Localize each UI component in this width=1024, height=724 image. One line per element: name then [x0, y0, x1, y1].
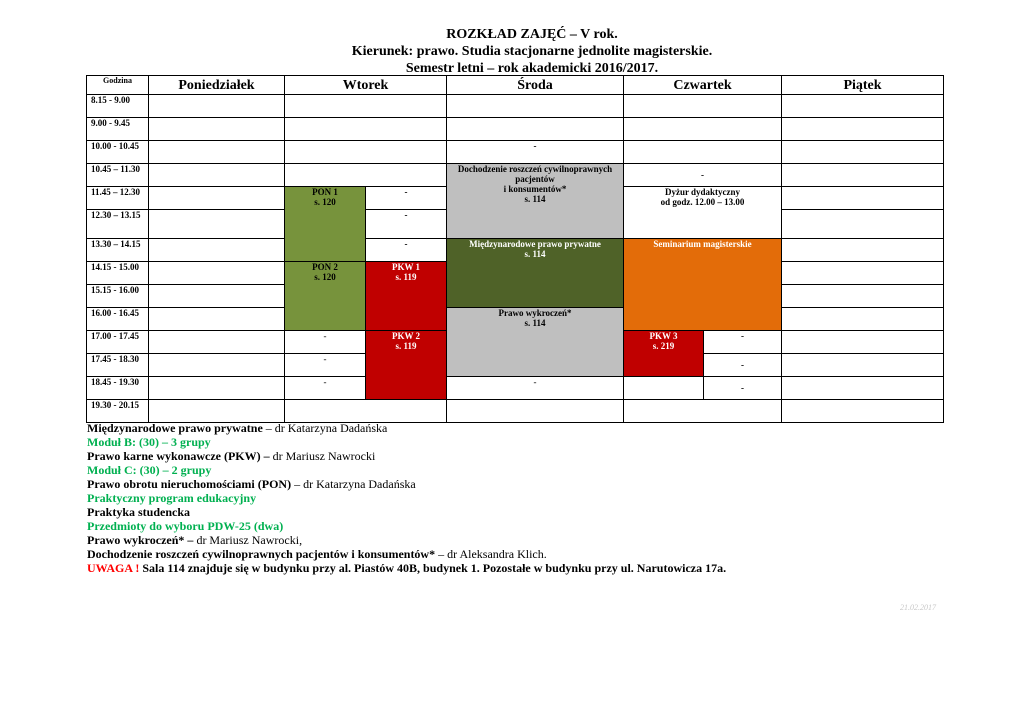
- dyzur-cell: Dyżur dydaktyczny od godz. 12.00 – 13.00: [624, 187, 782, 239]
- title-line-2: Kierunek: prawo. Studia stacjonarne jednolite magisterskie.: [351, 44, 713, 59]
- legend-line: Prawo wykroczeń* – dr Mariusz Nawrocki,: [87, 533, 303, 547]
- table-row: [87, 400, 944, 423]
- course-pon-2: PON 2 s. 120: [285, 262, 366, 331]
- dash-cell: -: [704, 354, 782, 377]
- table-row: [87, 377, 944, 400]
- time-cell: 18.45 - 19.30: [87, 377, 149, 400]
- time-cell: 17.00 - 17.45: [87, 331, 149, 354]
- document-date: 21.02.2017: [900, 603, 936, 612]
- dash-cell: -: [285, 331, 366, 354]
- dash-cell: -: [704, 331, 782, 354]
- legend: [87, 421, 726, 575]
- table-row: [87, 118, 944, 141]
- legend-line: Międzynarodowe prawo prywatne – dr Katarzyna Dadańska: [87, 421, 388, 435]
- course-dochodzenie: Dochodzenie roszczeń cywilnoprawnych pacjentów i konsumentów* s. 114: [447, 164, 624, 239]
- dash-cell: -: [704, 377, 782, 400]
- dash-cell: -: [366, 210, 447, 239]
- course-mpp: Międzynarodowe prawo prywatne s. 114: [447, 239, 624, 308]
- legend-line: Prawo obrotu nieruchomościami (PON) – dr Katarzyna Dadańska: [87, 477, 416, 491]
- table-row: [87, 308, 944, 331]
- time-cell: 11.45 – 12.30: [87, 187, 149, 210]
- time-cell: 17.45 - 18.30: [87, 354, 149, 377]
- course-pkw-2: PKW 2 s. 119: [366, 331, 447, 400]
- schedule-table: [86, 75, 944, 423]
- table-row: [87, 95, 944, 118]
- time-cell: 12.30 – 13.15: [87, 210, 149, 239]
- time-cell: 10.45 – 11.30: [87, 164, 149, 187]
- table-row: [87, 141, 944, 164]
- time-cell: 19.30 - 20.15: [87, 400, 149, 423]
- time-cell: 16.00 - 16.45: [87, 308, 149, 331]
- course-pkw-1: PKW 1 s. 119: [366, 262, 447, 331]
- dash-cell: -: [366, 239, 447, 262]
- course-pkw-3: PKW 3 s. 219: [624, 331, 704, 377]
- course-prawo-wykroczen: Prawo wykroczeń* s. 114: [447, 308, 624, 377]
- time-cell: 15.15 - 16.00: [87, 285, 149, 308]
- header-friday: Piątek: [782, 76, 944, 95]
- legend-line: Moduł C: (30) – 2 grupy: [87, 463, 212, 477]
- dash-cell: -: [366, 187, 447, 210]
- document-title: [0, 26, 1024, 77]
- time-cell: 8.15 - 9.00: [87, 95, 149, 118]
- table-row: [87, 239, 944, 262]
- dash-cell: -: [624, 164, 782, 187]
- dash-cell: -: [447, 141, 624, 164]
- title-line-1: ROZKŁAD ZAJĘĆ – V rok.: [446, 27, 618, 42]
- header-monday: Poniedziałek: [149, 76, 285, 95]
- dash-cell: -: [447, 377, 624, 400]
- header-row: [87, 76, 944, 95]
- legend-line: Przedmioty do wyboru PDW-25 (dwa): [87, 519, 284, 533]
- title-line-3: Semestr letni – rok akademicki 2016/2017.: [405, 61, 659, 76]
- course-seminarium: Seminarium magisterskie: [624, 239, 782, 331]
- legend-line: Praktyczny program edukacyjny: [87, 491, 257, 505]
- dash-cell: -: [285, 354, 366, 377]
- dash-cell: -: [285, 377, 366, 400]
- course-pon-1: PON 1 s. 120: [285, 187, 366, 262]
- header-wednesday: Środa: [447, 76, 624, 95]
- legend-line: Dochodzenie roszczeń cywilnoprawnych pacjentów i konsumentów* – dr Aleksandra Klich.: [87, 547, 547, 561]
- header-tuesday: Wtorek: [285, 76, 447, 95]
- time-cell: 9.00 - 9.45: [87, 118, 149, 141]
- table-row: [87, 164, 944, 187]
- header-godzina: Godzina: [87, 76, 149, 95]
- time-cell: 14.15 - 15.00: [87, 262, 149, 285]
- header-thursday: Czwartek: [624, 76, 782, 95]
- time-cell: 13.30 – 14.15: [87, 239, 149, 262]
- legend-line: Moduł B: (30) – 3 grupy: [87, 435, 211, 449]
- time-cell: 10.00 - 10.45: [87, 141, 149, 164]
- legend-line: Prawo karne wykonawcze (PKW) – dr Mariusz Nawrocki: [87, 449, 376, 463]
- legend-line: Praktyka studencka: [87, 505, 191, 519]
- uwaga-note: UWAGA ! Sala 114 znajduje się w budynku przy al. Piastów 40B, budynek 1. Pozostałe w budynku przy ul. Narutowicza 17a.: [87, 561, 727, 575]
